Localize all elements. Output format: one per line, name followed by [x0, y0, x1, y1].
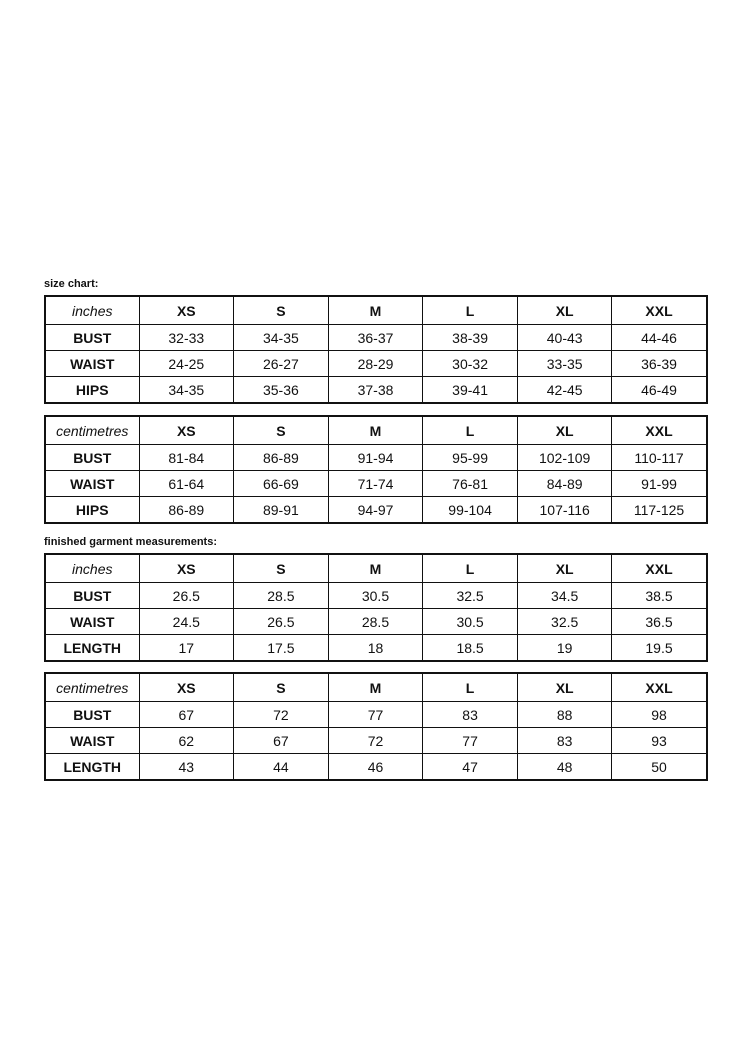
size-header-s: S [234, 554, 329, 583]
finished-garment-inches-table [44, 553, 708, 662]
row-label: BUST [45, 445, 139, 471]
table-row-length [45, 754, 707, 781]
measurement-cell: 117-125 [612, 497, 707, 524]
measurement-cell: 40-43 [517, 325, 612, 351]
measurement-cell: 72 [234, 702, 329, 728]
measurement-cell: 35-36 [234, 377, 329, 404]
measurement-cell: 50 [612, 754, 707, 781]
unit-label: centimetres [45, 416, 139, 445]
size-header-xs: XS [139, 673, 234, 702]
table-row-bust [45, 325, 707, 351]
measurement-cell: 28-29 [328, 351, 423, 377]
size-header-xxl: XXL [612, 296, 707, 325]
size-header-xxl: XXL [612, 554, 707, 583]
measurement-cell: 32.5 [423, 583, 518, 609]
measurement-cell: 81-84 [139, 445, 234, 471]
size-header-m: M [328, 554, 423, 583]
table-header-row [45, 554, 707, 583]
row-label: HIPS [45, 377, 139, 404]
measurement-cell: 110-117 [612, 445, 707, 471]
measurement-cell: 34-35 [234, 325, 329, 351]
size-header-xs: XS [139, 554, 234, 583]
measurement-cell: 39-41 [423, 377, 518, 404]
measurement-cell: 26.5 [139, 583, 234, 609]
measurement-cell: 19.5 [612, 635, 707, 662]
measurement-cell: 94-97 [328, 497, 423, 524]
measurement-cell: 48 [517, 754, 612, 781]
size-header-l: L [423, 296, 518, 325]
size-header-l: L [423, 554, 518, 583]
row-label: BUST [45, 325, 139, 351]
size-header-xxl: XXL [612, 673, 707, 702]
measurement-cell: 77 [328, 702, 423, 728]
row-label: HIPS [45, 497, 139, 524]
finished-garment-title: finished garment measurements: [44, 536, 217, 548]
measurement-cell: 32-33 [139, 325, 234, 351]
size-header-xl: XL [517, 673, 612, 702]
size-chart-inches-table [44, 295, 708, 404]
measurement-cell: 93 [612, 728, 707, 754]
table-row-bust [45, 583, 707, 609]
unit-label: inches [45, 296, 139, 325]
table-row-waist [45, 728, 707, 754]
measurement-cell: 76-81 [423, 471, 518, 497]
size-header-xxl: XXL [612, 416, 707, 445]
measurement-cell: 67 [139, 702, 234, 728]
measurement-cell: 67 [234, 728, 329, 754]
size-header-s: S [234, 296, 329, 325]
row-label: WAIST [45, 609, 139, 635]
size-header-l: L [423, 673, 518, 702]
measurement-cell: 34.5 [517, 583, 612, 609]
finished-garment-centimetres-table [44, 672, 708, 781]
measurement-cell: 38.5 [612, 583, 707, 609]
table-row-hips [45, 497, 707, 524]
row-label: BUST [45, 702, 139, 728]
table-row-waist [45, 351, 707, 377]
measurement-cell: 61-64 [139, 471, 234, 497]
measurement-cell: 71-74 [328, 471, 423, 497]
table-header-row [45, 416, 707, 445]
measurement-cell: 46 [328, 754, 423, 781]
table-header-row [45, 673, 707, 702]
size-header-s: S [234, 673, 329, 702]
measurement-cell: 83 [423, 702, 518, 728]
table-row-waist [45, 609, 707, 635]
measurement-cell: 36.5 [612, 609, 707, 635]
measurement-cell: 18.5 [423, 635, 518, 662]
measurement-cell: 38-39 [423, 325, 518, 351]
size-header-s: S [234, 416, 329, 445]
measurement-cell: 77 [423, 728, 518, 754]
table-row-length [45, 635, 707, 662]
measurement-cell: 28.5 [234, 583, 329, 609]
measurement-cell: 17.5 [234, 635, 329, 662]
measurement-cell: 83 [517, 728, 612, 754]
table-row-bust [45, 445, 707, 471]
measurement-cell: 98 [612, 702, 707, 728]
measurement-cell: 89-91 [234, 497, 329, 524]
size-header-xl: XL [517, 416, 612, 445]
measurement-cell: 91-99 [612, 471, 707, 497]
measurement-cell: 18 [328, 635, 423, 662]
measurement-cell: 62 [139, 728, 234, 754]
measurement-cell: 24.5 [139, 609, 234, 635]
table-row-bust [45, 702, 707, 728]
measurement-cell: 17 [139, 635, 234, 662]
table-row-hips [45, 377, 707, 404]
measurement-cell: 46-49 [612, 377, 707, 404]
measurement-cell: 30.5 [328, 583, 423, 609]
measurement-cell: 33-35 [517, 351, 612, 377]
unit-label: inches [45, 554, 139, 583]
size-chart-title: size chart: [44, 278, 99, 290]
measurement-cell: 66-69 [234, 471, 329, 497]
measurement-cell: 36-37 [328, 325, 423, 351]
measurement-cell: 30-32 [423, 351, 518, 377]
measurement-cell: 99-104 [423, 497, 518, 524]
table-header-row [45, 296, 707, 325]
unit-label: centimetres [45, 673, 139, 702]
measurement-cell: 44-46 [612, 325, 707, 351]
measurement-cell: 42-45 [517, 377, 612, 404]
size-header-xl: XL [517, 296, 612, 325]
size-header-xs: XS [139, 416, 234, 445]
size-header-l: L [423, 416, 518, 445]
measurement-cell: 102-109 [517, 445, 612, 471]
table-row-waist [45, 471, 707, 497]
measurement-cell: 84-89 [517, 471, 612, 497]
measurement-cell: 28.5 [328, 609, 423, 635]
size-chart-centimetres-table [44, 415, 708, 524]
measurement-cell: 86-89 [139, 497, 234, 524]
measurement-cell: 32.5 [517, 609, 612, 635]
measurement-cell: 26.5 [234, 609, 329, 635]
measurement-cell: 34-35 [139, 377, 234, 404]
measurement-cell: 107-116 [517, 497, 612, 524]
measurement-cell: 72 [328, 728, 423, 754]
row-label: WAIST [45, 471, 139, 497]
row-label: LENGTH [45, 754, 139, 781]
size-header-m: M [328, 296, 423, 325]
size-header-xs: XS [139, 296, 234, 325]
row-label: WAIST [45, 728, 139, 754]
size-header-m: M [328, 416, 423, 445]
row-label: WAIST [45, 351, 139, 377]
size-header-xl: XL [517, 554, 612, 583]
measurement-cell: 91-94 [328, 445, 423, 471]
measurement-cell: 95-99 [423, 445, 518, 471]
measurement-cell: 47 [423, 754, 518, 781]
measurement-cell: 86-89 [234, 445, 329, 471]
row-label: BUST [45, 583, 139, 609]
measurement-cell: 24-25 [139, 351, 234, 377]
measurement-cell: 30.5 [423, 609, 518, 635]
measurement-cell: 19 [517, 635, 612, 662]
measurement-cell: 26-27 [234, 351, 329, 377]
measurement-cell: 43 [139, 754, 234, 781]
measurement-cell: 88 [517, 702, 612, 728]
measurement-cell: 36-39 [612, 351, 707, 377]
measurement-cell: 44 [234, 754, 329, 781]
size-header-m: M [328, 673, 423, 702]
row-label: LENGTH [45, 635, 139, 662]
measurement-cell: 37-38 [328, 377, 423, 404]
